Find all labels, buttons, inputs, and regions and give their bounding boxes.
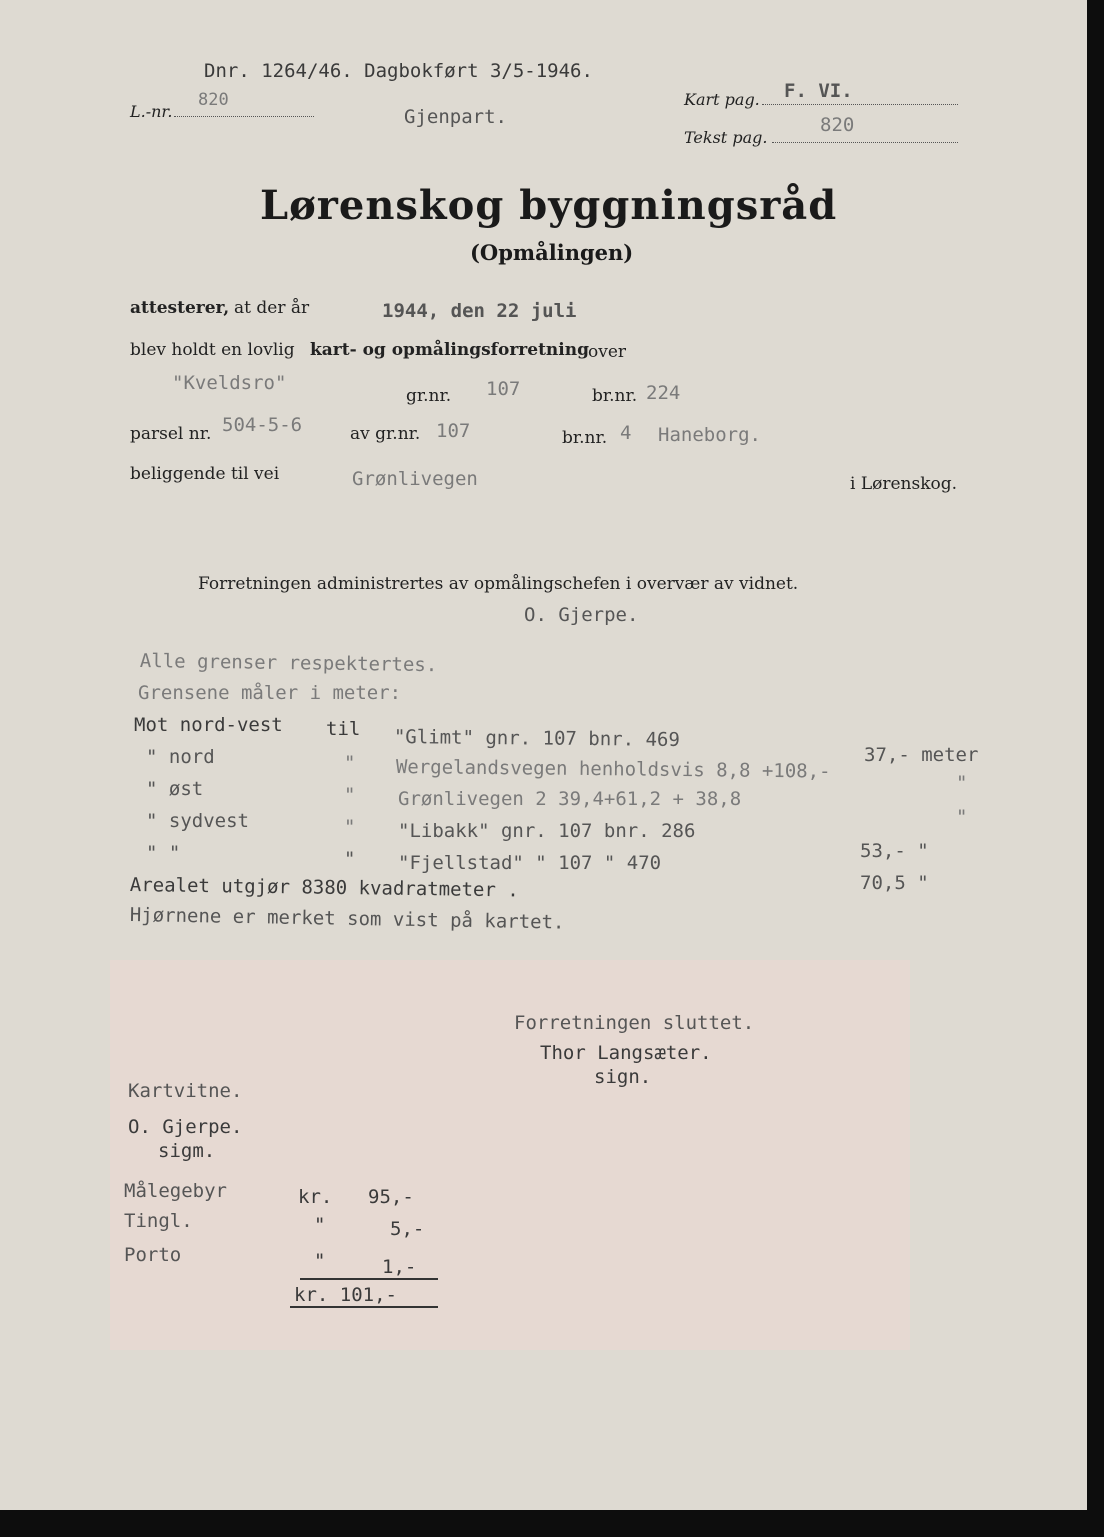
kart-pag-label: Kart pag. <box>684 90 760 109</box>
kart-og-label: kart- og opmålingsforretning <box>310 340 589 360</box>
date-value: 1944, den 22 juli <box>382 300 577 322</box>
boundary-til: " <box>344 816 356 838</box>
brnr-label: br.nr. <box>592 386 638 406</box>
vei-value: Grønlivegen <box>352 468 478 490</box>
blev-holdt-label: blev holdt en lovlig <box>130 340 295 360</box>
hjornene-line: Hjørnene er merket som vist på kartet. <box>129 904 565 934</box>
parsel-value: 504-5-6 <box>222 414 303 436</box>
boundary-dir: " " <box>146 842 181 864</box>
boundary-til: " <box>344 848 356 870</box>
beliggende-label: beliggende til vei <box>130 464 280 484</box>
location-label: i Lørenskog. <box>850 474 958 494</box>
boundary-til: " <box>344 752 356 774</box>
fee-label: Tingl. <box>124 1210 193 1232</box>
grnr-value: 107 <box>486 378 521 400</box>
av-grnr-value: 107 <box>436 420 471 442</box>
sum-underline <box>300 1278 438 1280</box>
page-title: Lørenskog byggningsråd <box>260 182 838 229</box>
boundary-desc: Grønlivegen 2 39,4+61,2 + 38,8 <box>398 788 742 810</box>
tekst-dotted-line <box>772 142 958 143</box>
boundary-dir: Mot nord-vest <box>134 714 283 736</box>
boundary-desc: "Libakk" gnr. 107 bnr. 286 <box>398 820 696 842</box>
boundary-dir: " øst <box>146 778 204 800</box>
boundary-value: 53,- " <box>860 840 929 862</box>
boundary-til: til <box>326 718 361 740</box>
closing-name: Thor Langsæter. <box>540 1042 712 1064</box>
kart-dotted-line <box>762 104 958 105</box>
tekst-pag-value: 820 <box>820 114 855 136</box>
boundary-dir: " nord <box>146 746 215 768</box>
over-label: over <box>588 342 627 362</box>
areal-line: Arealet utgjør 8380 kvadratmeter . <box>129 874 519 902</box>
boundary-til: " <box>344 784 356 806</box>
attesterer-label: attesterer, <box>130 298 230 318</box>
kartvitne-label: Kartvitne. <box>128 1080 243 1102</box>
grnr-label: gr.nr. <box>406 386 452 406</box>
kartvitne-name: O. Gjerpe. <box>128 1116 243 1138</box>
fee-amount: 5,- <box>390 1218 425 1240</box>
fee-amount: 1,- <box>382 1256 417 1278</box>
fee-currency: kr. <box>298 1186 333 1208</box>
boundary-value: 37,- meter <box>864 744 979 766</box>
total-underline <box>290 1306 438 1308</box>
gjenpart-label: Gjenpart. <box>404 106 507 128</box>
closing-sign: sign. <box>594 1066 652 1088</box>
page-subtitle: (Opmålingen) <box>470 240 634 265</box>
tinted-paper-band <box>110 960 910 1350</box>
kartvitne-sign: sigm. <box>158 1140 216 1162</box>
fee-currency: " <box>314 1214 326 1236</box>
brnr-value: 224 <box>646 382 681 404</box>
fee-label: Porto <box>124 1244 182 1266</box>
property-name: "Kveldsro" <box>172 372 287 394</box>
body-line: Grensene måler i meter: <box>138 682 402 704</box>
forretningen-text: Forretningen administrertes av opmålingschefen i overvær av vidnet. <box>198 574 799 594</box>
av-brnr-label: br.nr. <box>562 428 608 448</box>
boundary-desc: Wergelandsvegen henholdsvis 8,8 +108,- <box>395 756 831 783</box>
fee-total: kr. 101,- <box>294 1284 397 1306</box>
closing-line: Forretningen sluttet. <box>514 1012 755 1034</box>
boundary-dir: " sydvest <box>146 810 249 832</box>
vidne-name: O. Gjerpe. <box>524 604 639 626</box>
av-grnr-label: av gr.nr. <box>350 424 421 444</box>
av-brnr-name: Haneborg. <box>658 424 761 446</box>
at-der-ar-label: at der år <box>234 298 310 318</box>
boundary-desc: "Fjellstad" " 107 " 470 <box>398 852 662 874</box>
lnr-dotted-line <box>174 116 314 117</box>
tekst-pag-label: Tekst pag. <box>684 128 768 147</box>
fee-currency: " <box>314 1250 326 1272</box>
fee-label: Målegebyr <box>124 1180 227 1202</box>
diary-number: Dnr. 1264/46. Dagbokført 3/5-1946. <box>204 60 593 82</box>
kart-pag-value: F. VI. <box>784 80 853 102</box>
boundary-value: " <box>956 806 968 828</box>
av-brnr-value: 4 <box>620 422 632 444</box>
boundary-value: " <box>956 772 968 794</box>
parsel-label: parsel nr. <box>130 424 212 444</box>
boundary-desc: "Glimt" gnr. 107 bnr. 469 <box>393 726 680 751</box>
fee-amount: 95,- <box>368 1186 414 1208</box>
lnr-label: L.-nr. <box>130 102 173 121</box>
boundary-value: 70,5 " <box>860 872 929 894</box>
lnr-value: 820 <box>198 90 229 110</box>
body-line: Alle grenser respektertes. <box>139 650 438 677</box>
